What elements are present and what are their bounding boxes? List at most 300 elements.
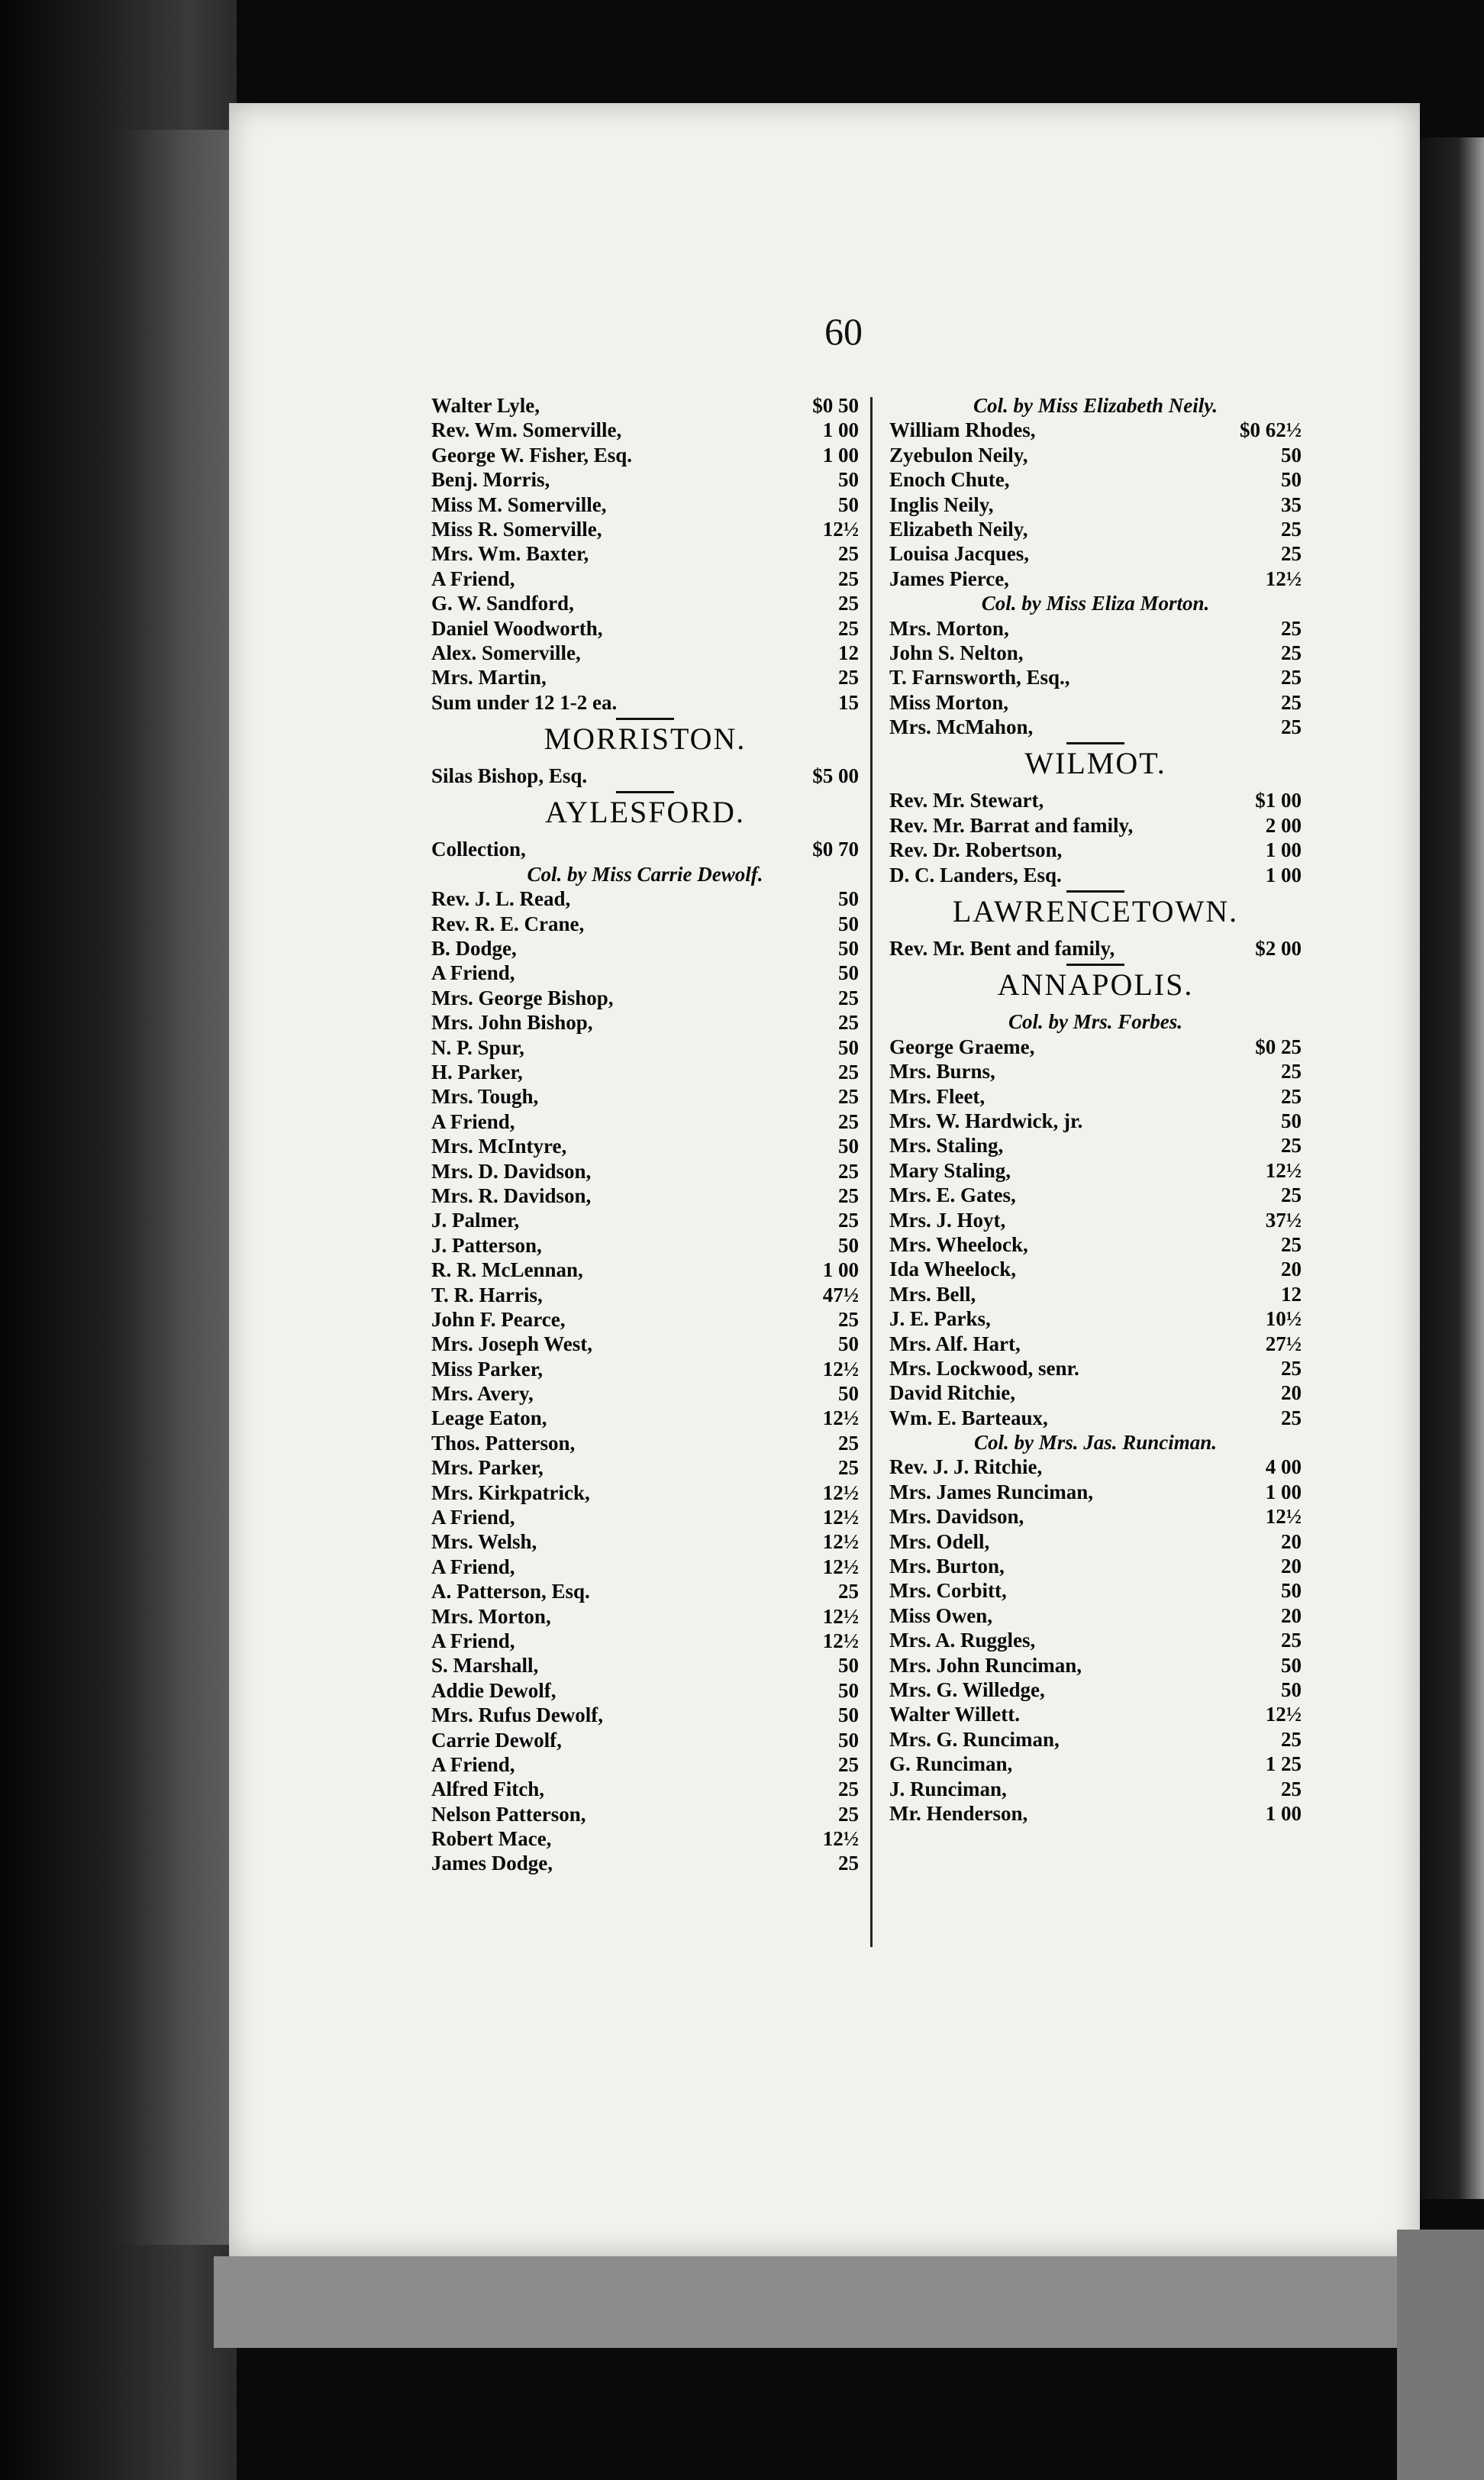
subscriber-row bbox=[889, 1752, 1302, 1776]
subscription-amount: 25 bbox=[1281, 1629, 1302, 1652]
subscription-amount: 25 bbox=[838, 986, 859, 1009]
subscriber-name: Mrs. John Bishop, bbox=[431, 1011, 593, 1035]
subscriber-name: Daniel Woodworth, bbox=[431, 616, 603, 640]
subscriber-name: Mrs. McMahon, bbox=[889, 715, 1034, 739]
subscriber-row bbox=[431, 936, 859, 961]
subscription-amount: 4 00 bbox=[1265, 1455, 1302, 1479]
subscriber-row bbox=[431, 1851, 859, 1875]
subscriber-row bbox=[889, 567, 1302, 591]
subscriber-row bbox=[431, 1258, 859, 1282]
collector-subheading: Col. by Mrs. Jas. Runciman. bbox=[973, 1431, 1218, 1455]
subscriber-name: Mrs. J. Hoyt, bbox=[889, 1208, 1006, 1232]
subscriber-row bbox=[889, 813, 1302, 838]
subscription-amount: 15 bbox=[838, 690, 859, 714]
subscriber-name: Leage Eaton, bbox=[431, 1406, 547, 1430]
subscriber-row bbox=[889, 665, 1302, 689]
subscription-amount: 25 bbox=[1281, 715, 1302, 739]
subscriber-row bbox=[431, 541, 859, 566]
subscription-amount: 25 bbox=[1281, 517, 1302, 541]
subscriber-row bbox=[431, 567, 859, 591]
subscriber-row bbox=[889, 1306, 1302, 1331]
subscription-amount: 50 bbox=[838, 1035, 859, 1059]
subscriber-name: Elizabeth Neily, bbox=[889, 517, 1028, 541]
subscription-amount: 50 bbox=[838, 492, 859, 516]
subscriber-row bbox=[431, 1777, 859, 1801]
subscriber-name: Mrs. Davidson, bbox=[889, 1505, 1024, 1529]
subscriber-row bbox=[889, 641, 1302, 665]
place-heading: AYLESFORD. bbox=[431, 788, 859, 837]
subscriber-row bbox=[889, 443, 1302, 467]
subscriber-row bbox=[889, 1257, 1302, 1281]
subscriber-row bbox=[889, 1059, 1302, 1083]
bottom-page-edge bbox=[214, 2256, 1435, 2348]
subscription-amount: 27½ bbox=[1265, 1332, 1302, 1355]
subscriber-row bbox=[889, 1529, 1302, 1554]
subscription-amount: 25 bbox=[1281, 1232, 1302, 1256]
subscriber-row bbox=[431, 1332, 859, 1356]
subscriber-row bbox=[889, 1504, 1302, 1529]
collector-subheading: Col. by Miss Elizabeth Neily. bbox=[973, 394, 1218, 417]
subscriber-row bbox=[431, 1529, 859, 1554]
subscription-amount: 25 bbox=[1281, 1406, 1302, 1429]
subscription-amount: 12½ bbox=[822, 1406, 859, 1430]
subscriber-name: T. Farnsworth, Esq., bbox=[889, 666, 1070, 689]
subscriber-row bbox=[889, 1554, 1302, 1578]
subscriber-name: Mrs. D. Davidson, bbox=[431, 1159, 592, 1183]
subscriber-name: Mrs. Corbitt, bbox=[889, 1579, 1007, 1603]
subscriber-row bbox=[889, 1777, 1302, 1801]
subscriber-row bbox=[889, 616, 1302, 641]
subscription-amount: 25 bbox=[1281, 1777, 1302, 1800]
subscriber-name: Mrs. Joseph West, bbox=[431, 1332, 593, 1356]
subscriber-name: Mary Staling, bbox=[889, 1158, 1011, 1182]
subscriber-row bbox=[431, 616, 859, 641]
subscription-amount: 25 bbox=[1281, 690, 1302, 714]
subscriber-name: A Friend, bbox=[431, 1506, 515, 1529]
subscription-amount: 12 bbox=[1281, 1282, 1302, 1306]
subscriber-row bbox=[431, 1455, 859, 1480]
subscriber-row bbox=[431, 1010, 859, 1035]
subscriber-name: Mrs. Burns, bbox=[889, 1060, 995, 1083]
subscription-amount: 25 bbox=[1281, 641, 1302, 664]
subscriber-name: Mrs. G. Runciman, bbox=[889, 1727, 1060, 1751]
subscriber-row bbox=[431, 1307, 859, 1332]
subscriber-row bbox=[889, 1158, 1302, 1183]
subscriber-name: Mrs. Wheelock, bbox=[889, 1232, 1028, 1256]
subscriber-row bbox=[431, 1283, 859, 1307]
subscriber-name: Mrs. A. Ruggles, bbox=[889, 1629, 1036, 1652]
subscription-amount: 25 bbox=[838, 1060, 859, 1083]
subscriber-row bbox=[431, 1481, 859, 1505]
subscription-amount: 25 bbox=[1281, 1084, 1302, 1108]
subscriber-name: William Rhodes, bbox=[889, 418, 1036, 442]
place-heading: ANNAPOLIS. bbox=[889, 961, 1302, 1009]
subscriber-name: Addie Dewolf, bbox=[431, 1678, 556, 1702]
subscriber-name: Mrs. McIntyre, bbox=[431, 1135, 567, 1158]
subscriber-name: David Ritchie, bbox=[889, 1381, 1015, 1405]
subscriber-row bbox=[431, 912, 859, 936]
right-page-edge bbox=[1420, 137, 1484, 2199]
subscriber-name: J. Patterson, bbox=[431, 1233, 542, 1257]
subscriber-name: A Friend, bbox=[431, 1629, 515, 1652]
subscriber-row bbox=[889, 715, 1302, 739]
subscriber-row bbox=[431, 418, 859, 442]
subscriber-name: Thos. Patterson, bbox=[431, 1431, 576, 1455]
subscriber-name: Mrs. Burton, bbox=[889, 1555, 1005, 1578]
subscriber-row bbox=[431, 492, 859, 517]
subscriber-name: John F. Pearce, bbox=[431, 1307, 566, 1331]
subscriber-name: Mrs. Morton, bbox=[431, 1604, 551, 1628]
subscriber-name: Mrs. Morton, bbox=[889, 616, 1009, 640]
subscription-amount: 25 bbox=[1281, 616, 1302, 640]
subscriber-row bbox=[431, 1579, 859, 1603]
subscriber-name: A Friend, bbox=[431, 1752, 515, 1776]
subscriber-name: James Pierce, bbox=[889, 567, 1009, 590]
subscriber-name: John S. Nelton, bbox=[889, 641, 1024, 664]
subscription-amount: 25 bbox=[838, 1011, 859, 1035]
subscription-amount: 50 bbox=[838, 1728, 859, 1752]
left-column bbox=[431, 393, 859, 1876]
subscriber-row bbox=[431, 1653, 859, 1678]
place-heading: LAWRENCETOWN. bbox=[889, 887, 1302, 936]
subscriber-name: Rev. Mr. Stewart, bbox=[889, 789, 1044, 812]
subscription-amount: 25 bbox=[1281, 666, 1302, 689]
subscriber-name: Rev. Mr. Barrat and family, bbox=[889, 813, 1134, 837]
subscription-amount: 50 bbox=[1281, 1678, 1302, 1701]
subscriber-row bbox=[889, 1480, 1302, 1504]
subscriber-row bbox=[431, 1233, 859, 1258]
subscription-amount: $1 00 bbox=[1255, 789, 1302, 812]
subscriber-row bbox=[889, 1628, 1302, 1652]
subscriber-row bbox=[889, 1183, 1302, 1207]
subscription-amount: 1 00 bbox=[1265, 1480, 1302, 1503]
subscriber-name: Rev. J. J. Ritchie, bbox=[889, 1455, 1043, 1479]
subscriber-name: Mrs. E. Gates, bbox=[889, 1183, 1016, 1207]
subscription-amount: 25 bbox=[838, 1580, 859, 1603]
subscriber-row bbox=[431, 1208, 859, 1232]
subscription-amount: 1 00 bbox=[1265, 838, 1302, 862]
subscriber-row bbox=[431, 1060, 859, 1084]
subscriber-name: Mrs. Fleet, bbox=[889, 1084, 986, 1108]
subscriber-row bbox=[431, 1109, 859, 1134]
subscriber-name: Mrs. Rufus Dewolf, bbox=[431, 1703, 603, 1727]
subscriber-name: George W. Fisher, Esq. bbox=[431, 443, 633, 467]
subscriber-name: Mrs. George Bishop, bbox=[431, 986, 614, 1009]
subscriber-row bbox=[431, 467, 859, 492]
subscriber-row bbox=[431, 1183, 859, 1208]
subscriber-row bbox=[889, 1133, 1302, 1158]
subscriber-row bbox=[431, 1826, 859, 1851]
subscriber-row bbox=[431, 690, 859, 715]
subscription-amount: 50 bbox=[838, 1332, 859, 1356]
subscription-amount: $0 25 bbox=[1255, 1035, 1302, 1058]
subscriber-name: A Friend, bbox=[431, 1109, 515, 1133]
subscriber-name: Mrs. Welsh, bbox=[431, 1530, 537, 1554]
subscription-amount: 25 bbox=[1281, 542, 1302, 566]
subscriber-name: Mrs. Alf. Hart, bbox=[889, 1332, 1021, 1355]
subscriber-row bbox=[889, 838, 1302, 862]
subscriber-row bbox=[431, 1802, 859, 1826]
subscriber-name: Mrs. Avery, bbox=[431, 1382, 534, 1406]
subscription-amount: 12½ bbox=[822, 1357, 859, 1380]
subscriber-row bbox=[431, 1159, 859, 1183]
subscriber-name: Carrie Dewolf, bbox=[431, 1728, 562, 1752]
subscription-amount: 1 00 bbox=[822, 1258, 859, 1282]
subscriber-row bbox=[431, 764, 859, 788]
subscriber-name: Mr. Henderson, bbox=[889, 1801, 1028, 1825]
subscription-amount: 1 00 bbox=[1265, 863, 1302, 886]
subscriber-row bbox=[431, 1357, 859, 1381]
subscriber-row bbox=[889, 1406, 1302, 1430]
subscriber-name: Miss Owen, bbox=[889, 1603, 992, 1627]
subscription-amount: 37½ bbox=[1265, 1208, 1302, 1232]
subscriber-name: G. Runciman, bbox=[889, 1752, 1013, 1776]
subscription-amount: 50 bbox=[838, 468, 859, 492]
subscriber-name: Enoch Chute, bbox=[889, 468, 1010, 492]
subscriber-row bbox=[889, 1653, 1302, 1678]
subscription-amount: 35 bbox=[1281, 492, 1302, 516]
subscriber-name: Mrs. Martin, bbox=[431, 666, 547, 689]
subscriber-name: Inglis Neily, bbox=[889, 492, 994, 516]
subscription-amount: 20 bbox=[1281, 1381, 1302, 1405]
subscription-amount: 25 bbox=[838, 1852, 859, 1875]
subscription-amount: 25 bbox=[838, 1752, 859, 1776]
subscription-amount: 25 bbox=[838, 1209, 859, 1232]
subscriber-row bbox=[889, 1678, 1302, 1702]
place-heading: WILMOT. bbox=[889, 739, 1302, 788]
subscriber-name: Benj. Morris, bbox=[431, 468, 550, 492]
subscriber-row bbox=[889, 1380, 1302, 1405]
subscriber-name: Rev. Wm. Somerville, bbox=[431, 418, 622, 442]
subscriber-row bbox=[889, 1208, 1302, 1232]
subscriber-row bbox=[431, 393, 859, 418]
subscriber-name: H. Parker, bbox=[431, 1060, 523, 1083]
subscription-amount: 25 bbox=[838, 1183, 859, 1207]
subscriber-row bbox=[889, 1232, 1302, 1257]
subscription-amount: 25 bbox=[838, 592, 859, 615]
subscriber-row bbox=[889, 1084, 1302, 1109]
subscriber-row bbox=[889, 788, 1302, 812]
collector-subheading: Col. by Miss Carrie Dewolf. bbox=[527, 862, 763, 886]
subscription-amount: 25 bbox=[1281, 1356, 1302, 1380]
subscriber-name: A Friend, bbox=[431, 1555, 515, 1578]
subscriber-row bbox=[889, 418, 1302, 442]
subscriber-name: Mrs. James Runciman, bbox=[889, 1480, 1093, 1503]
subscription-amount: 10½ bbox=[1265, 1307, 1302, 1331]
subscriber-row bbox=[431, 886, 859, 911]
subscription-amount: 12½ bbox=[1265, 567, 1302, 590]
subscriber-row bbox=[431, 591, 859, 615]
subscriber-row bbox=[889, 1727, 1302, 1752]
subscriber-name: Wm. E. Barteaux, bbox=[889, 1406, 1048, 1429]
subscriber-row bbox=[889, 1455, 1302, 1479]
subscription-amount: 50 bbox=[1281, 1579, 1302, 1603]
subscriber-name: Miss Parker, bbox=[431, 1357, 543, 1380]
subscriber-name: Mrs. Tough, bbox=[431, 1085, 539, 1109]
subscriber-name: Miss Morton, bbox=[889, 690, 1008, 714]
subscription-amount: 25 bbox=[1281, 1183, 1302, 1207]
collector-subheading: Col. by Miss Eliza Morton. bbox=[981, 592, 1210, 615]
subscriber-row bbox=[889, 1332, 1302, 1356]
subscriber-name: Collection, bbox=[431, 838, 526, 861]
subscriber-row bbox=[431, 1703, 859, 1727]
subscriber-name: R. R. McLennan, bbox=[431, 1258, 583, 1282]
subscriber-row bbox=[889, 467, 1302, 492]
subscriber-name: Mrs. Odell, bbox=[889, 1529, 990, 1553]
subscriber-name: J. Runciman, bbox=[889, 1777, 1007, 1800]
subscriber-row bbox=[889, 1603, 1302, 1628]
subscription-amount: 12½ bbox=[822, 1555, 859, 1578]
subscription-amount: 50 bbox=[838, 912, 859, 935]
subscriber-row bbox=[431, 1084, 859, 1109]
subscriber-name: Walter Willett. bbox=[889, 1703, 1020, 1726]
subscriber-name: James Dodge, bbox=[431, 1852, 553, 1875]
subscriber-name: Mrs. Parker, bbox=[431, 1456, 544, 1480]
subscriber-row bbox=[889, 1109, 1302, 1133]
subscriber-row bbox=[431, 1604, 859, 1629]
subscription-amount: 1 25 bbox=[1265, 1752, 1302, 1776]
subscriber-row bbox=[889, 1356, 1302, 1380]
subscription-amount: 25 bbox=[1281, 1060, 1302, 1083]
subscription-amount: 1 00 bbox=[822, 418, 859, 442]
subscriber-row bbox=[431, 1505, 859, 1529]
subscription-amount: 50 bbox=[838, 1654, 859, 1678]
subscriber-name: Mrs. G. Willedge, bbox=[889, 1678, 1045, 1701]
subscription-amount: 25 bbox=[838, 1802, 859, 1826]
subscription-amount: 25 bbox=[1281, 1727, 1302, 1751]
subscription-amount: 25 bbox=[838, 1307, 859, 1331]
subscriber-name: Rev. Dr. Robertson, bbox=[889, 838, 1063, 862]
subscription-amount: 25 bbox=[838, 1109, 859, 1133]
subscription-amount: 12½ bbox=[822, 1629, 859, 1652]
subscriber-row bbox=[431, 1678, 859, 1703]
subscription-amount: 25 bbox=[838, 1456, 859, 1480]
subscriber-name: Rev. Mr. Bent and family, bbox=[889, 937, 1115, 961]
subscription-amount: 1 00 bbox=[1265, 1801, 1302, 1825]
subscriber-name: Walter Lyle, bbox=[431, 394, 540, 417]
subscriber-name: S. Marshall, bbox=[431, 1654, 539, 1678]
subscriber-row bbox=[889, 541, 1302, 566]
subscription-amount: 12½ bbox=[822, 517, 859, 541]
subscriber-row bbox=[431, 1629, 859, 1653]
subscription-amount: 25 bbox=[838, 1159, 859, 1183]
subscriber-name: G. W. Sandford, bbox=[431, 592, 574, 615]
place-heading: MORRISTON. bbox=[431, 715, 859, 764]
subscription-amount: 50 bbox=[838, 1382, 859, 1406]
subscription-amount: 12 bbox=[838, 641, 859, 664]
subscriber-name: Alex. Somerville, bbox=[431, 641, 581, 664]
subscription-amount: 50 bbox=[838, 1703, 859, 1727]
subscriber-row bbox=[889, 1282, 1302, 1306]
subscriber-name: George Graeme, bbox=[889, 1035, 1035, 1058]
subscription-amount: 25 bbox=[838, 1085, 859, 1109]
subscription-amount: 12½ bbox=[1265, 1505, 1302, 1529]
subscription-amount: 47½ bbox=[822, 1283, 859, 1306]
subscriber-row bbox=[889, 863, 1302, 887]
subscription-amount: 12½ bbox=[822, 1530, 859, 1554]
subscriber-row bbox=[889, 517, 1302, 541]
subscriber-row bbox=[889, 690, 1302, 715]
subscriber-name: Rev. R. E. Crane, bbox=[431, 912, 585, 935]
subscriber-name: Miss M. Somerville, bbox=[431, 492, 607, 516]
subscriber-row bbox=[431, 1381, 859, 1406]
subscriber-row bbox=[431, 517, 859, 541]
subscription-amount: 25 bbox=[1281, 1134, 1302, 1158]
subscriber-name: Silas Bishop, Esq. bbox=[431, 764, 588, 788]
subscriber-row bbox=[889, 1702, 1302, 1726]
subscription-amount: 20 bbox=[1281, 1258, 1302, 1281]
subscription-amount: 50 bbox=[838, 961, 859, 985]
subscriber-row bbox=[431, 1752, 859, 1777]
subscriber-name: N. P. Spur, bbox=[431, 1035, 524, 1059]
subscriber-row bbox=[889, 1578, 1302, 1603]
subscriber-name: Mrs. Bell, bbox=[889, 1282, 976, 1306]
subscriber-name: Mrs. John Runciman, bbox=[889, 1653, 1082, 1677]
subscription-amount: 50 bbox=[838, 937, 859, 961]
subscriber-name: Louisa Jacques, bbox=[889, 542, 1030, 566]
subscriber-name: D. C. Landers, Esq. bbox=[889, 863, 1062, 886]
subscription-amount: $0 70 bbox=[812, 838, 859, 861]
subscription-amount: $0 50 bbox=[812, 394, 859, 417]
subscriber-row bbox=[431, 1555, 859, 1579]
subscriber-row bbox=[431, 837, 859, 861]
subscriber-name: Mrs. Lockwood, senr. bbox=[889, 1356, 1079, 1380]
subscriber-name: Sum under 12 1-2 ea. bbox=[431, 690, 618, 714]
subscription-amount: $2 00 bbox=[1255, 937, 1302, 961]
subscriber-row bbox=[889, 1035, 1302, 1059]
corner-shadow bbox=[1397, 2230, 1484, 2480]
subscription-amount: 50 bbox=[1281, 1109, 1302, 1132]
subscriber-row bbox=[431, 1728, 859, 1752]
subscriber-row bbox=[431, 1134, 859, 1158]
subscriber-name: Rev. J. L. Read, bbox=[431, 887, 571, 911]
subscription-amount: 50 bbox=[838, 1233, 859, 1257]
subscriber-row bbox=[431, 1431, 859, 1455]
subscription-amount: 12½ bbox=[1265, 1158, 1302, 1182]
subscriber-name: T. R. Harris, bbox=[431, 1283, 543, 1306]
subscription-amount: 25 bbox=[838, 666, 859, 689]
subscription-amount: 50 bbox=[1281, 1653, 1302, 1677]
subscriber-name: Robert Mace, bbox=[431, 1827, 552, 1851]
subscriber-row bbox=[431, 443, 859, 467]
subscriber-name: B. Dodge, bbox=[431, 937, 517, 961]
subscription-amount: 25 bbox=[838, 1431, 859, 1455]
subscriber-row bbox=[431, 1406, 859, 1430]
subscription-amount: 25 bbox=[838, 1778, 859, 1801]
subscription-amount: 12½ bbox=[822, 1827, 859, 1851]
subscriber-name: Mrs. R. Davidson, bbox=[431, 1183, 592, 1207]
subscription-amount: 50 bbox=[1281, 443, 1302, 467]
subscriber-name: J. Palmer, bbox=[431, 1209, 520, 1232]
subscriber-name: Nelson Patterson, bbox=[431, 1802, 586, 1826]
subscriber-name: A Friend, bbox=[431, 567, 515, 590]
subscriber-name: Mrs. Kirkpatrick, bbox=[431, 1481, 590, 1504]
subscriber-row bbox=[431, 665, 859, 689]
subscriber-name: Mrs. W. Hardwick, jr. bbox=[889, 1109, 1083, 1132]
subscription-amount: 12½ bbox=[1265, 1703, 1302, 1726]
subscriber-row bbox=[431, 961, 859, 985]
subscription-amount: 25 bbox=[838, 567, 859, 590]
subscription-amount: 25 bbox=[838, 542, 859, 566]
subscriber-name: Ida Wheelock, bbox=[889, 1258, 1017, 1281]
subscription-amount: 25 bbox=[838, 616, 859, 640]
subscriber-name: Mrs. Staling, bbox=[889, 1134, 1004, 1158]
subscription-amount: 20 bbox=[1281, 1555, 1302, 1578]
subscriber-row bbox=[889, 1801, 1302, 1826]
subscriber-row bbox=[431, 1035, 859, 1060]
subscription-amount: 12½ bbox=[822, 1506, 859, 1529]
subscription-amount: 12½ bbox=[822, 1481, 859, 1504]
